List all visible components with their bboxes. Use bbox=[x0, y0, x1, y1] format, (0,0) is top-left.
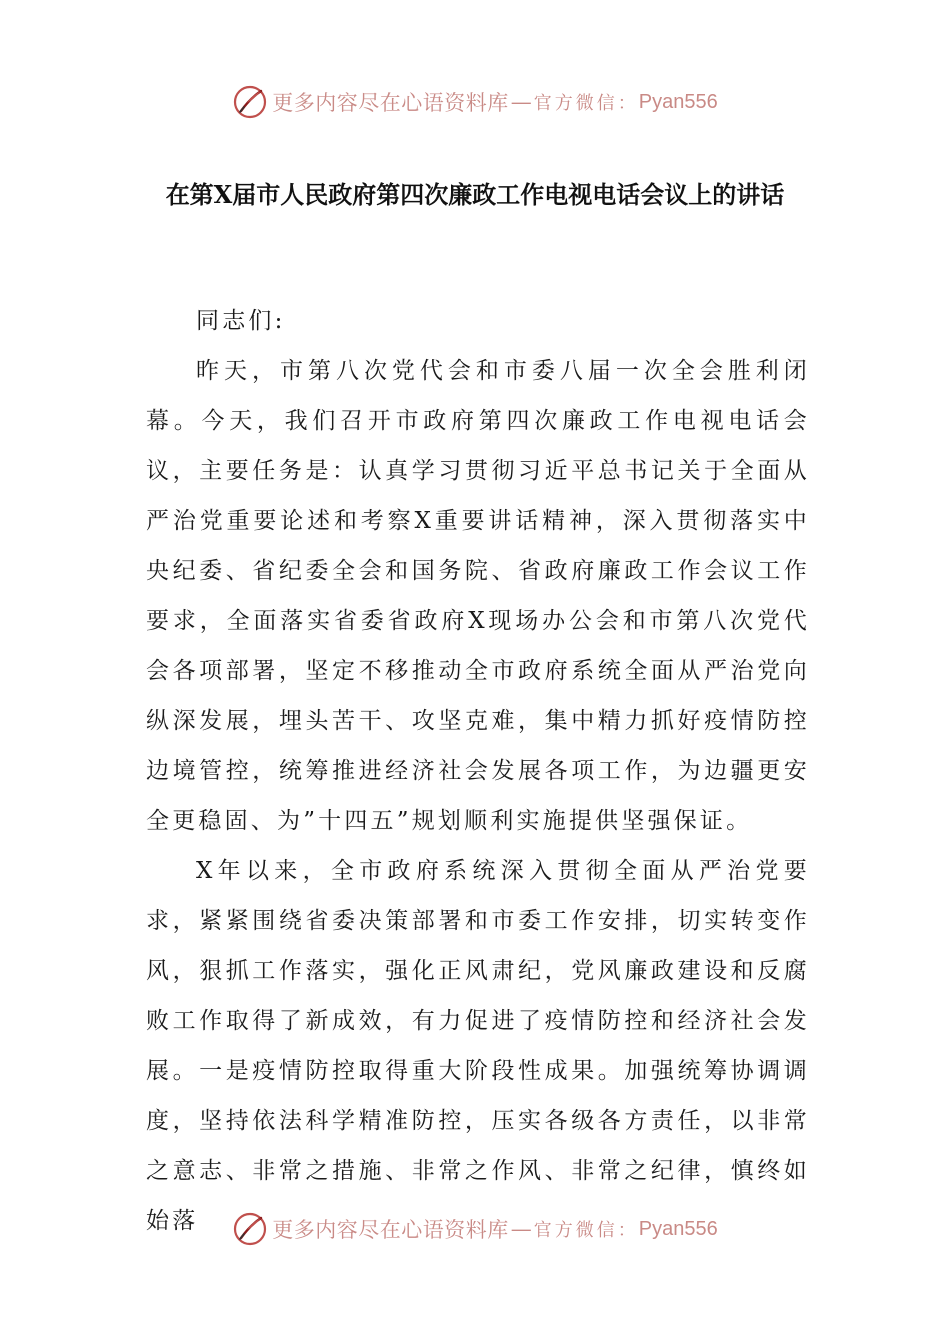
watermark-dash: — bbox=[510, 90, 532, 114]
document-title: 在第X届市人民政府第四次廉政工作电视电话会议上的讲话 bbox=[165, 180, 785, 209]
watermark-header bbox=[0, 82, 950, 122]
paragraph: X年以来，全市政府系统深入贯彻全面从严治党要求，紧紧围绕省委决策部署和市委工作安排，切实转变作风，狠抓工作落实，强化正风肃纪，党风廉政建设和反腐败工作取得了新成效，有力促进了疫情防控和经济社会发展。一是疫情防控取得重大阶段性成果。加强统筹协调调度，坚持依法科学精准防控，压实各级各方责任，以非常之意志、非常之措施、非常之作风、非常之纪律，慎终如始落 bbox=[146, 858, 810, 1234]
paragraph: 昨天，市第八次党代会和市委八届一次全会胜利闭幕。今天，我们召开市政府第四次廉政工作电视电话会议，主要任务是：认真学习贯彻习近平总书记关于全面从严治党重要论述和考察X重要讲话精神，深入贯彻落实中央纪委、省纪委全会和国务院、省政府廉政工作会议工作要求，全面落实省委省政府X现场办公会和市第八次党代会各项部署，坚定不移推动全市政府系统全面从严治党向纵深发展，埋头苦干、攻坚克难，集中精力抓好疫情防控边境管控，统筹推进经济社会发展各项工作，为边疆更安全更稳固、为”十四五”规划顺利实施提供坚强保证。 bbox=[146, 358, 810, 834]
watermark-wechat-label: 官方微信： bbox=[533, 1220, 639, 1241]
quill-logo-icon bbox=[232, 84, 268, 120]
document-body bbox=[146, 296, 810, 1246]
watermark-brand: 更多内容尽在心语资料库 bbox=[272, 91, 509, 115]
watermark-wechat-label: 官方微信： bbox=[533, 93, 639, 114]
watermark-footer bbox=[0, 1209, 950, 1249]
watermark-dash: — bbox=[510, 1217, 532, 1241]
watermark-brand: 更多内容尽在心语资料库 bbox=[272, 1218, 509, 1242]
watermark-wechat-id: Pyan556 bbox=[638, 90, 718, 113]
salutation: 同志们: bbox=[196, 308, 286, 334]
quill-logo-icon bbox=[232, 1211, 268, 1247]
watermark-wechat-id: Pyan556 bbox=[638, 1217, 718, 1240]
